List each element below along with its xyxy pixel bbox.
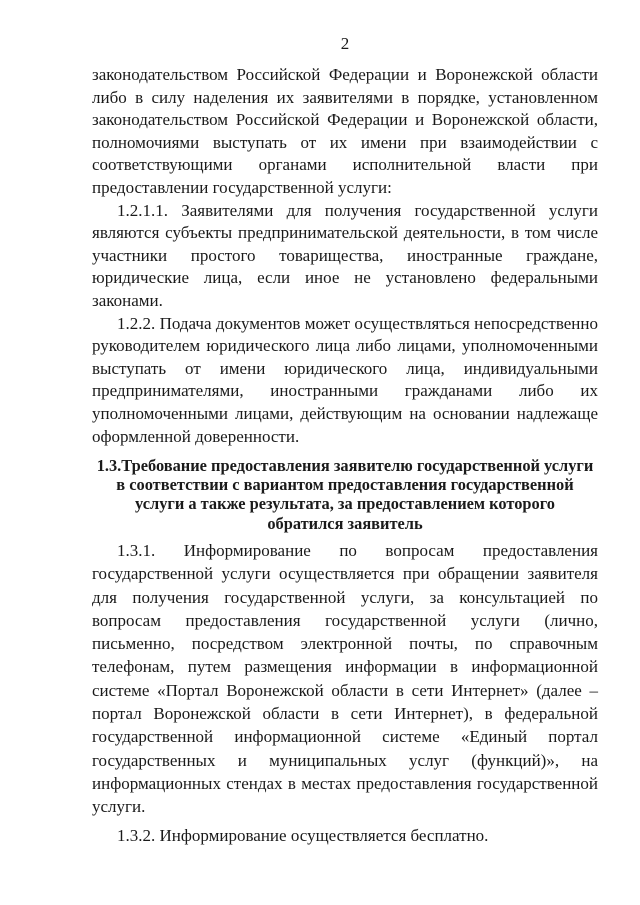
- paragraph-1-2-2: 1.2.2. Подача документов может осуществляться непосредственно руководителем юридического лица либо лицами, уполномоченными выступать от имени юридического лица, индивидуальными предпринимателями, иностранными гражданами либо их уполномоченными лицами, действующим на основании надлежаще оформленной доверенности.: [92, 313, 598, 446]
- page-number: 2: [340, 34, 350, 53]
- paragraph-1-3-1: 1.3.1. Информирование по вопросам предоставления государственной услуги осуществляется при обращении заявителя для получения государственной услуги, за консультацией по вопросам предоставления государственной услуги (лично, письменно, посредством электронной почты, по справочным телефонам, путем размещения информации в информационной системе «Портал Воронежской области в сети Интернет» (далее – портал Воронежской области в сети Интернет), в федеральной государственной информационной системе «Единый портал государственных и муниципальных услуг (функций)», на информационных стендах в местах предоставления государственной услуги.: [92, 541, 598, 817]
- text-block-top: [92, 64, 598, 448]
- text-block-bottom: [92, 539, 598, 847]
- section-heading-line: обратился заявитель: [267, 513, 423, 533]
- section-heading-line: в соответствии с вариантом предоставления государственной: [116, 475, 574, 495]
- section-heading-1-3: [92, 456, 598, 533]
- intro-paragraph: законодательством Российской Федерации и Воронежской области либо в силу наделения их заявителями в порядке, установленном законодательством Российской Федерации и Воронежской области, полномочиями выступать от их имени при взаимодействии с соответствующими органами исполнительной власти при предоставлении государственной услуги:: [92, 65, 598, 197]
- section-heading-line: услуги а также результата, за предоставлением которого: [135, 494, 555, 514]
- section-heading-line: 1.3.Требование предоставления заявителю государственной услуги: [96, 456, 594, 475]
- paragraph-1-2-1-1: 1.2.1.1. Заявителями для получения государственной услуги являются субъекты предпринимательской деятельности, в том числе участники простого товарищества, иностранные граждане, юридические лица, если иное не установлено федеральными законами.: [92, 200, 598, 310]
- paragraph-1-3-2: 1.3.2. Информирование осуществляется бесплатно.: [117, 825, 489, 845]
